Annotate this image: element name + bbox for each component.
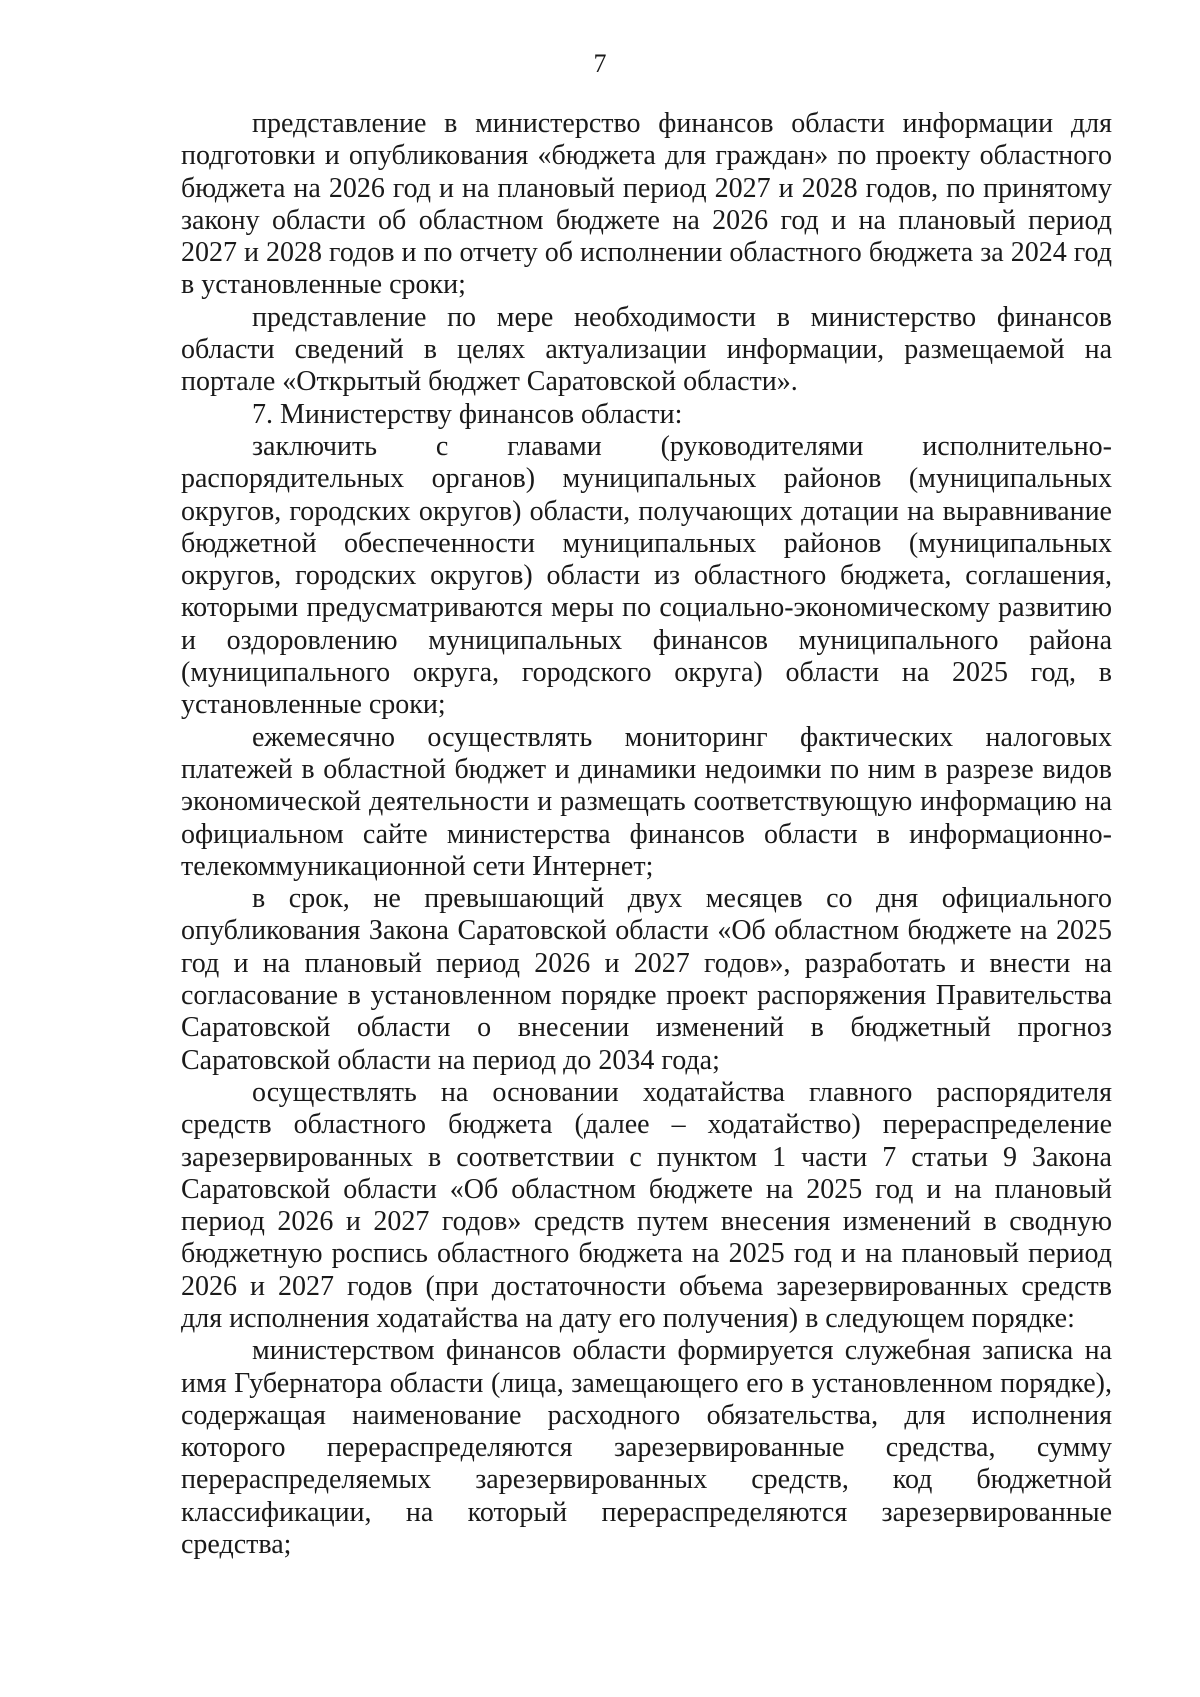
page-number: 7 [593,49,607,78]
paragraph-budget-for-citizens: представление в министерство финансов области информации для подготовки и опубликования «бюджета для граждан» по проекту областного бюджета на 2026 год и на плановый период 2027 и 2028 годов, по принятому закону области об областном бюджете на 2026 год и на плановый период 2027 и 2028 годов и по отчету об исполнении областного бюджета за 2024 год в установленные сроки; [181,108,1112,301]
paragraph-agreements: заключить с главами (руководителями исполнительно-распорядительных органов) муниципальных районов (муниципальных округов, городских округов) области, получающих дотации на выравнивание бюджетной обеспеченности муниципальных районов (муниципальных округов, городских округов) области из областного бюджета, соглашения, которыми предусматриваются меры по социально-экономическому развитию и оздоровлению муниципальных финансов муниципального района (муниципального округа, городского округа) области на 2025 год, в установленные сроки; [181,430,1112,721]
paragraph-open-budget-portal: представление по мере необходимости в министерство финансов области сведений в целях актуализации информации, размещаемой на портале «Открытый бюджет Саратовской области». [181,301,1112,398]
paragraph-service-note: министерством финансов области формируется служебная записка на имя Губернатора области (лица, замещающего его в установленном порядке), содержащая наименование расходного обязательства, для исполнения которого перераспределяются зарезервированные средства, сумму перераспределяемых зарезервированных средств, код бюджетной классификации, на который перераспределяются зарезервированные средства; [181,1335,1112,1561]
paragraph-redistribution: осуществлять на основании ходатайства главного распорядителя средств областного бюджета (далее – ходатайство) перераспределение зарезервированных в соответствии с пунктом 1 части 7 статьи 9 Закона Саратовской области «Об областном бюджете на 2025 год и на плановый период 2026 и 2027 годов» средств путем внесения изменений в сводную бюджетную роспись областного бюджета на 2025 год и на плановый период 2026 и 2027 годов (при достаточности объема зарезервированных средств для исполнения ходатайства на дату его получения) в следующем порядке: [181,1076,1112,1334]
document-body [181,108,1112,1561]
paragraph-monthly-monitoring: ежемесячно осуществлять мониторинг фактических налоговых платежей в областной бюджет и динамики недоимки по ним в разрезе видов экономической деятельности и размещать соответствующую информацию на официальном сайте министерства финансов области в информационно-телекоммуникационной сети Интернет; [181,721,1112,882]
paragraph-budget-forecast: в срок, не превышающий двух месяцев со дня официального опубликования Закона Саратовской области «Об областном бюджете на 2025 год и на плановый период 2026 и 2027 годов», разработать и внести на согласование в установленном порядке проект распоряжения Правительства Саратовской области о внесении изменений в бюджетный прогноз Саратовской области на период до 2034 года; [181,883,1112,1076]
section-heading-7: 7. Министерству финансов области: [252,398,683,430]
